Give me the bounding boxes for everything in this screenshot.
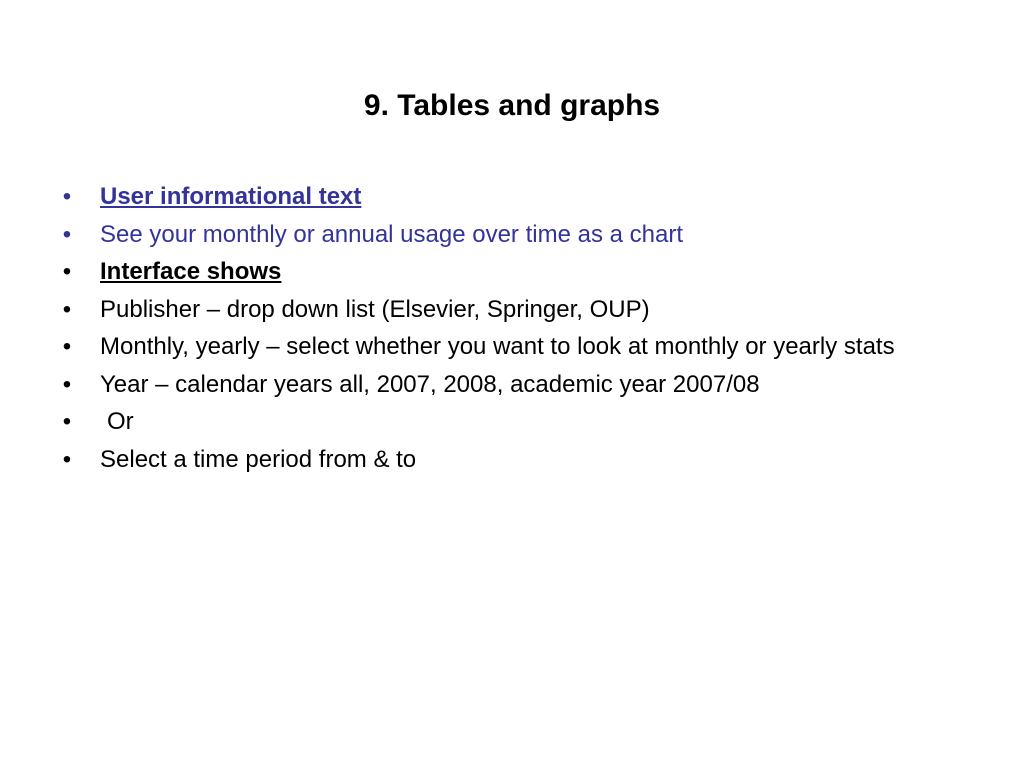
bullet-item (57, 332, 957, 362)
bullet-icon: • (62, 220, 72, 248)
bullet-item (57, 445, 957, 475)
bullet-text: Publisher – drop down list (Elsevier, Springer, OUP) (100, 295, 650, 323)
bullet-heading-interface-shows: Interface shows (100, 258, 282, 285)
bullet-item (57, 257, 957, 287)
bullet-item (57, 295, 957, 325)
bullet-icon: • (62, 370, 72, 398)
bullet-list (57, 182, 957, 482)
bullet-text: Year – calendar years all, 2007, 2008, academic year 2007/08 (100, 370, 760, 398)
bullet-icon: • (62, 333, 72, 360)
slide-title: 9. Tables and graphs (363, 89, 661, 122)
bullet-icon: • (62, 183, 72, 210)
bullet-text: See your monthly or annual usage over time as a chart (100, 220, 683, 248)
bullet-text: Or (107, 408, 134, 435)
bullet-icon: • (62, 445, 72, 473)
bullet-text: Monthly, yearly – select whether you want to look at monthly or yearly stats (100, 333, 895, 360)
bullet-icon: • (62, 258, 72, 285)
bullet-text: Select a time period from & to (100, 445, 417, 473)
bullet-icon: • (62, 295, 72, 323)
bullet-item (57, 370, 957, 400)
bullet-icon: • (62, 408, 72, 435)
bullet-item (57, 220, 957, 250)
bullet-heading-user-informational-text: User informational text (100, 183, 362, 210)
bullet-item (57, 407, 957, 437)
bullet-item (57, 182, 957, 212)
